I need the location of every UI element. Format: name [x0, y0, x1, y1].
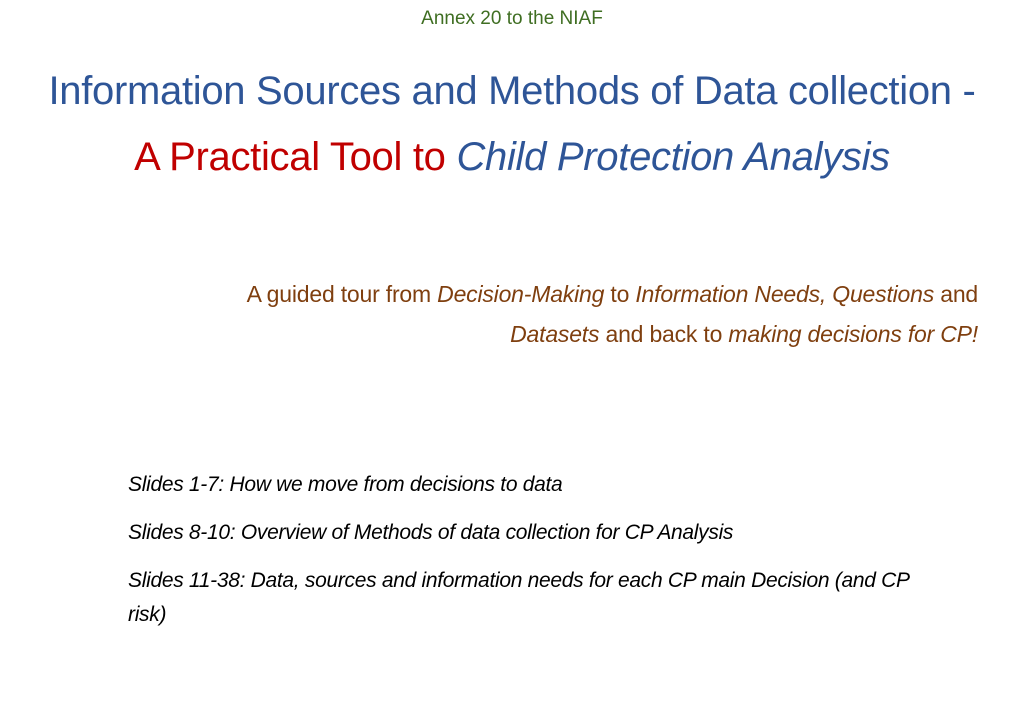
- subtitle-decision-making: Decision-Making: [437, 281, 605, 307]
- subtitle-information-needs: Information Needs, Questions: [635, 281, 935, 307]
- subtitle-datasets: Datasets: [510, 321, 600, 347]
- title-part-main: Information Sources and Methods of Data collection -: [48, 69, 976, 113]
- subtitle-text-2: to: [604, 281, 636, 307]
- slides-item-1: Slides 1-7: How we move from decisions to data: [128, 473, 563, 496]
- annex-label: Annex 20 to the NIAF: [421, 8, 603, 29]
- title-part-red: A Practical Tool to: [134, 135, 457, 179]
- slides-item-3: Slides 11-38: Data, sources and information needs for each CP main Decision (and CP risk): [128, 569, 909, 626]
- subtitle-text-4: and back to: [599, 321, 729, 347]
- subtitle-text-3: and: [934, 281, 978, 307]
- slides-overview-list: [128, 468, 948, 646]
- slides-item-2: Slides 8-10: Overview of Methods of data collection for CP Analysis: [128, 521, 734, 544]
- subtitle-making-decisions: making decisions for CP!: [728, 321, 978, 347]
- subtitle: [40, 274, 978, 354]
- page-title: [40, 58, 984, 190]
- title-part-italic: Child Protection Analysis: [456, 135, 890, 179]
- subtitle-text-1: A guided tour from: [246, 281, 438, 307]
